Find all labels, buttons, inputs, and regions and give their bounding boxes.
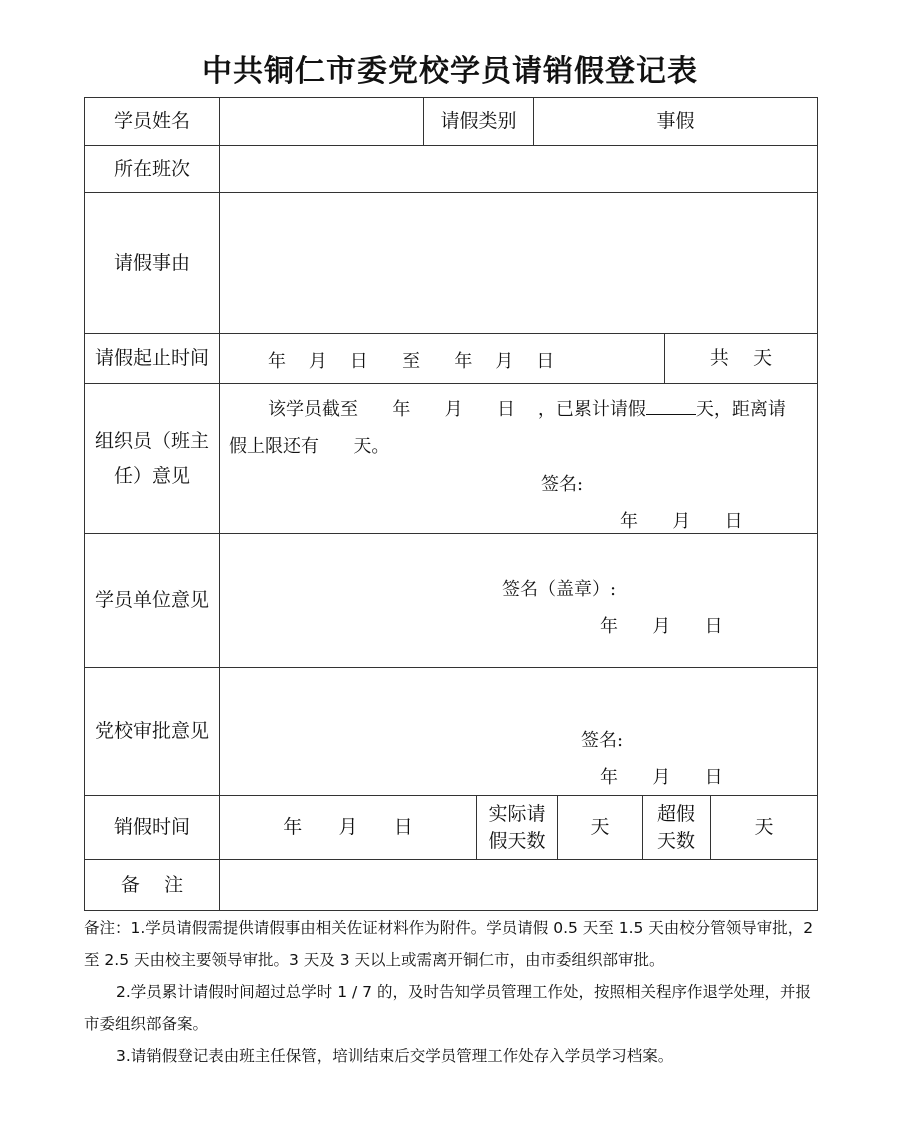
over-days-value: 天	[754, 816, 774, 839]
footnote-2: 2.学员累计请假时间超过总学时 1 / 7 的，及时告知学员管理工作处，按照相关程序作退学处理，并报市委组织部备案。	[84, 983, 811, 1033]
school-date: 年 月 日	[600, 767, 723, 788]
name-field[interactable]	[220, 98, 423, 145]
remarks-label: 备 注	[120, 873, 184, 896]
cancel-label: 销假时间	[113, 816, 190, 839]
period-total-days: 共 天	[709, 347, 773, 370]
organizer-signature: 签名:	[541, 474, 584, 495]
organizer-statement-part2: 天，距离请	[695, 399, 786, 420]
actual-days-value: 天	[590, 816, 610, 839]
form-title: 中共铜仁市委党校学员请销假登记表	[202, 54, 698, 89]
footnote-3: 3.请销假登记表由班主任保管，培训结束后交学员管理工作处存入学员学习档案。	[116, 1047, 674, 1065]
period-label: 请假起止时间	[94, 347, 209, 370]
accumulated-days-blank[interactable]	[646, 396, 696, 415]
actual-days-label: 实际请假天数	[488, 802, 546, 852]
organizer-statement-part1: 该学员截至 年 月 日 ，已累计请假	[268, 399, 646, 420]
reason-label: 请假事由	[113, 251, 190, 274]
class-field[interactable]	[220, 146, 817, 192]
school-label: 党校审批意见	[94, 720, 209, 743]
unit-date: 年 月 日	[600, 616, 723, 637]
footnote-1: 备注：1.学员请假需提供请假事由相关佐证材料作为附件。学员请假 0.5 天至 1.5 天由校分管领导审批，2 至 2.5 天由校主要领导审批。3 天及 3 天以上或需离开铜仁市，由市委组织部审批。	[84, 919, 814, 969]
unit-label: 学员单位意见	[94, 589, 209, 612]
leave-type-label: 请假类别	[440, 110, 517, 133]
class-label: 所在班次	[113, 157, 190, 180]
leave-type-value: 事假	[656, 110, 695, 133]
unit-signature: 签名（盖章）:	[502, 579, 617, 600]
organizer-remaining: 假上限还有 天。	[229, 436, 390, 457]
cancel-date: 年 月 日	[283, 816, 413, 839]
organizer-date: 年 月 日	[620, 511, 743, 532]
organizer-statement	[268, 395, 786, 421]
footnotes	[84, 912, 822, 1072]
reason-field[interactable]	[220, 193, 817, 333]
over-days-label: 超假天数	[656, 802, 695, 852]
period-dates: 年 月 日 至 年 月 日	[268, 351, 555, 372]
school-signature: 签名:	[581, 730, 624, 751]
organizer-label: 组织员（班主任）意见	[95, 430, 210, 487]
name-label: 学员姓名	[113, 110, 190, 133]
remarks-field[interactable]	[220, 860, 817, 910]
